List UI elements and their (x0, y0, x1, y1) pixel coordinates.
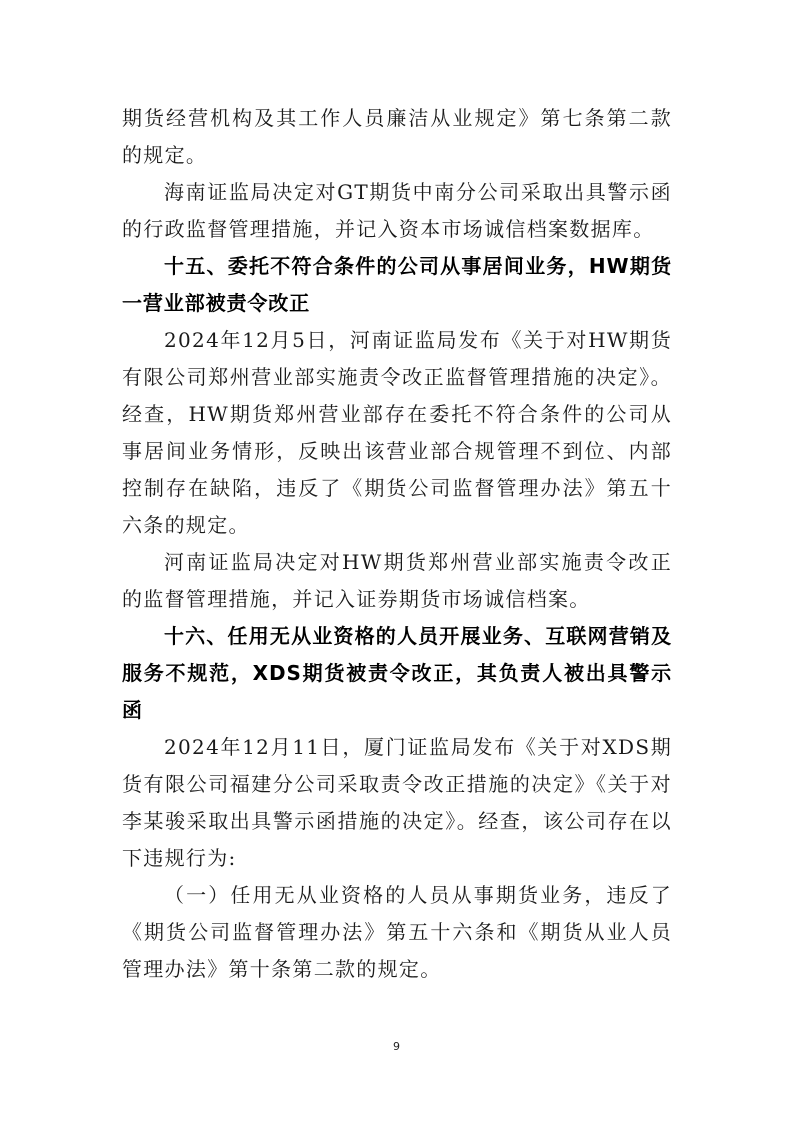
section-heading-15: 十五、委托不符合条件的公司从事居间业务，HW期货一营业部被责令改正 (122, 254, 672, 315)
paragraph-xiamen-announcement: 2024年12月11日，厦门证监局发布《关于对XDS期货有限公司福建分公司采取责令改正措施的决定》《关于对李某骏采取出具警示函措施的决定》。经查，该公司存在以下违规行为: (122, 735, 672, 870)
paragraph-henan-decision: 河南证监局决定对HW期货郑州营业部实施责令改正的监督管理措施，并记入证券期货市场诚信档案。 (122, 550, 672, 611)
paragraph-continued: 期货经营机构及其工作人员廉洁从业规定》第七条第二款的规定。 (122, 106, 672, 167)
document-body (122, 100, 672, 988)
page-number: 9 (393, 1040, 400, 1053)
paragraph-henan-announcement: 2024年12月5日，河南证监局发布《关于对HW期货有限公司郑州营业部实施责令改正监督管理措施的决定》。经查，HW期货郑州营业部存在委托不符合条件的公司从事居间业务情形，反映出该营业部合规管理不到位、内部控制存在缺陷，违反了《期货公司监督管理办法》第五十六条的规定。 (122, 328, 672, 537)
paragraph-violation-1: （一）任用无从业资格的人员从事期货业务，违反了《期货公司监督管理办法》第五十六条和《期货从业人员管理办法》第十条第二款的规定。 (122, 883, 672, 981)
section-heading-16: 十六、任用无从业资格的人员开展业务、互联网营销及服务不规范，XDS期货被责令改正，其负责人被出具警示函 (122, 624, 672, 722)
paragraph-hainan-decision: 海南证监局决定对GT期货中南分公司采取出具警示函的行政监督管理措施，并记入资本市场诚信档案数据库。 (122, 180, 672, 241)
